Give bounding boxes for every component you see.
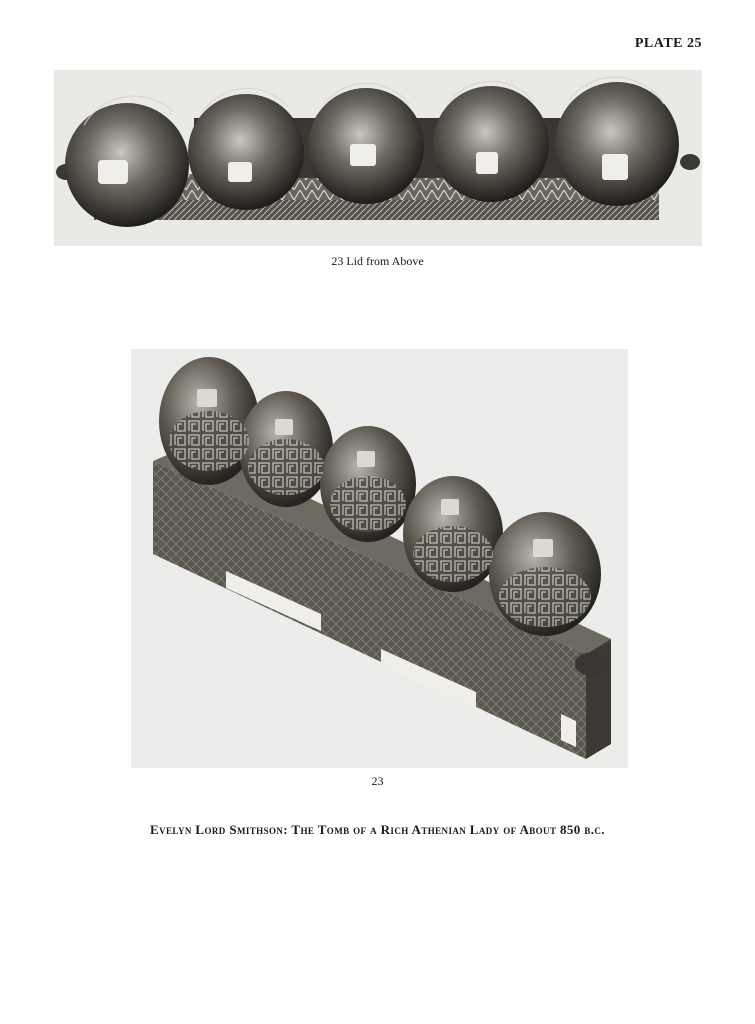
lid-illustration [54,70,702,246]
plate-number: PLATE 25 [634,36,702,51]
pyxis-illustration [131,349,628,768]
photo-pyxis-perspective [131,349,628,768]
citation-footer: Evelyn Lord Smithson: The Tomb of a Rich Athenian Lady of About 850 b.c. [150,822,605,837]
caption-lid-from-above: 23 Lid from Above [331,254,424,268]
caption-figure-number: 23 [371,774,384,788]
photo-lid-from-above [54,70,702,246]
